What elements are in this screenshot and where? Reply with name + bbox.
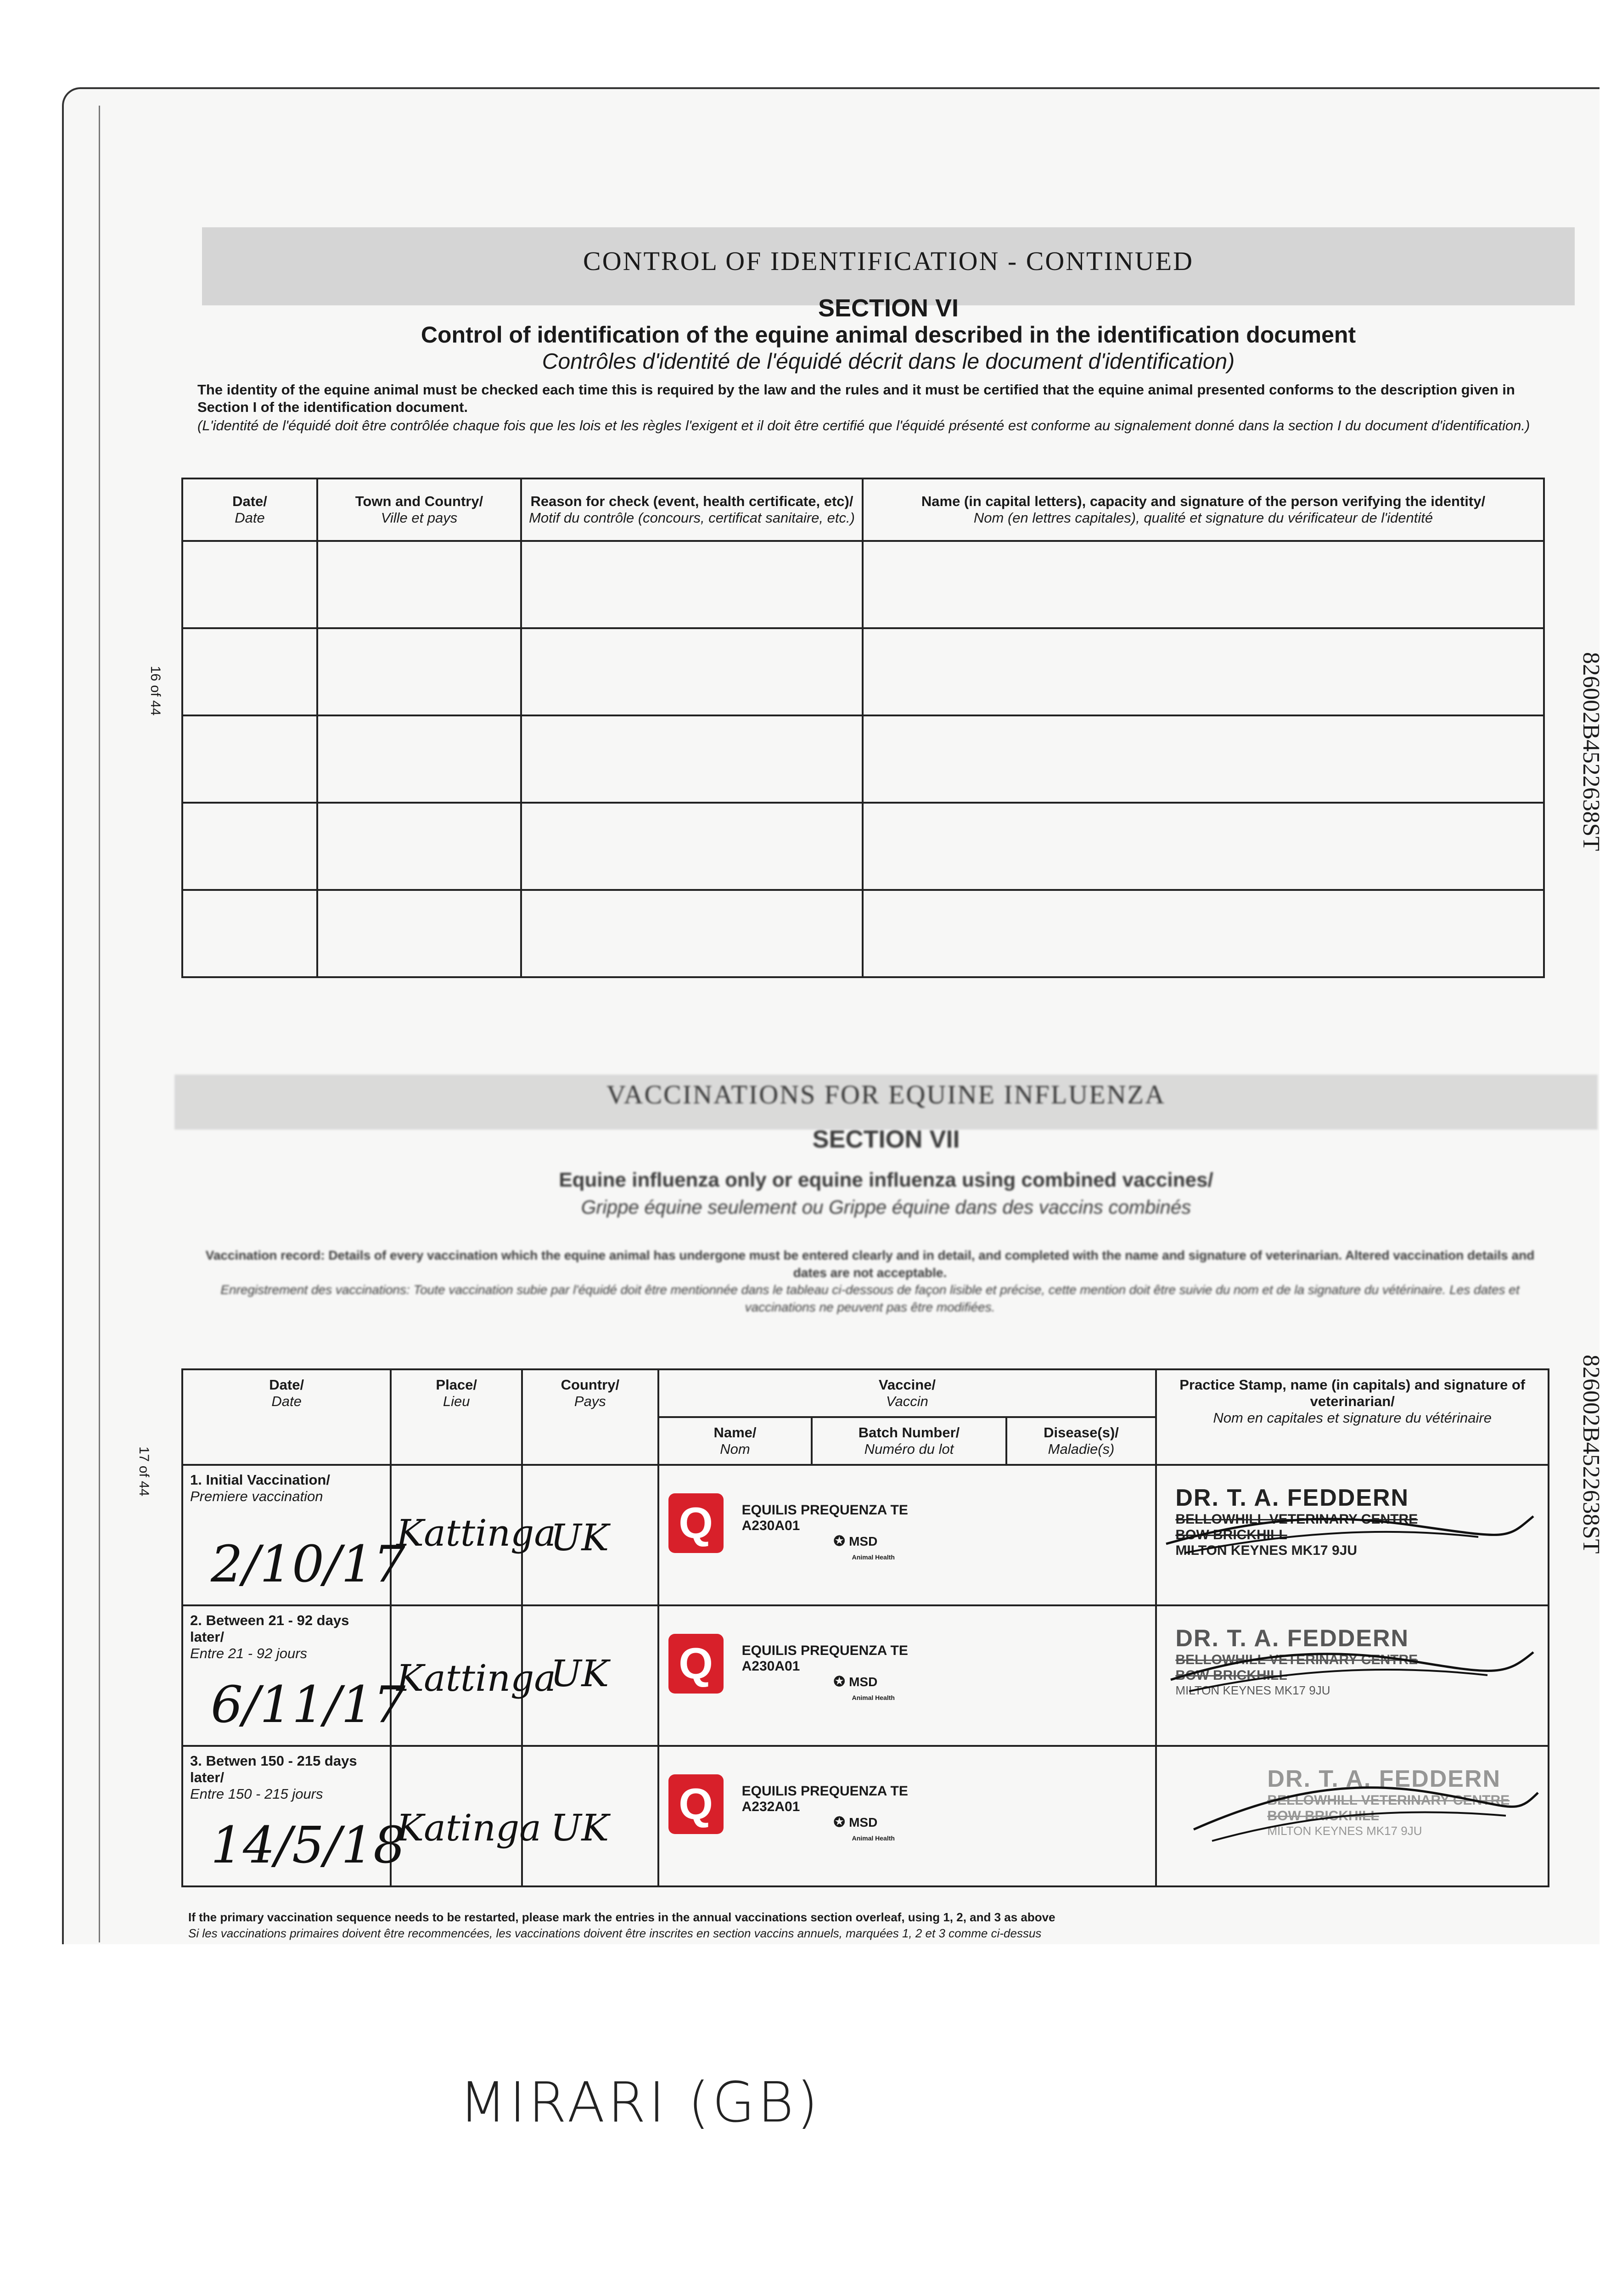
footnote-en: If the primary vaccination sequence needs to be restarted, please mark the entries in the annual vaccinations section overleaf, using 1, 2, and 3 as above (188, 1910, 1055, 1924)
footnote-fr: Si les vaccinations primaires doivent être recommencées, les vaccinations doivent être inscrites en section vaccins annuels, marquées 1, 2 et 3 comme ci-dessus (188, 1926, 1042, 1940)
vaccine-name: EQUILIS PREQUENZA TE (741, 1643, 908, 1658)
batch-number: A232A01 (741, 1799, 800, 1814)
handwritten-caption: MIRARI (GB) (459, 2071, 821, 2135)
batch-number: A230A01 (741, 1518, 800, 1533)
handwritten-date: 6/11/17 (211, 1675, 406, 1734)
vaccine-sticker (742, 1503, 908, 1565)
vaccination-row (182, 1746, 1549, 1886)
vaccine-sticker (742, 1784, 908, 1846)
maker-subtitle: Animal Health (852, 1835, 895, 1842)
cell[interactable] (317, 541, 521, 628)
page-number-16: 16 of 44 (148, 666, 163, 716)
section7-paragraph-en: Vaccination record: Details of every vaccination which the equine animal has undergone must be entered clearly and in detail, and completed with the name and signature of veterinarian. Altered vaccination details and dates are not acceptable. (205, 1248, 1535, 1280)
stamp-line-3: MILTON KEYNES MK17 9JU (1267, 1824, 1422, 1838)
col-country: Country/ Pays (522, 1369, 658, 1465)
handwritten-place: Kattinga (396, 1657, 556, 1699)
cell[interactable] (182, 715, 317, 803)
identity-check-table (181, 478, 1545, 978)
cell[interactable] (317, 890, 521, 977)
vaccine-sticker-cell[interactable] (658, 1465, 1156, 1605)
stamp-line-3: MILTON KEYNES MK17 9JU (1175, 1683, 1330, 1697)
col-reason: Reason for check (event, health certificate, etc)/ Motif du contrôle (concours, certificat sanitaire, etc.) (521, 478, 863, 541)
maker-subtitle: Animal Health (852, 1553, 895, 1561)
stamp-line-1: BELLOWHILL VETERINARY CENTRE (1267, 1793, 1510, 1808)
maker-name: MSD (849, 1534, 878, 1548)
section7-heading-en: Equine influenza only or equine influenza using combined vaccines/ (559, 1169, 1213, 1191)
batch-number: A230A01 (741, 1659, 800, 1674)
cell[interactable] (182, 628, 317, 715)
vacc-date-cell[interactable] (182, 1605, 406, 1746)
vacc-country-cell[interactable] (522, 1465, 658, 1605)
maker-name: MSD (849, 1675, 878, 1689)
cell[interactable] (863, 628, 1544, 715)
handwritten-place: Katinga (396, 1806, 541, 1849)
section7-label: SECTION VII (812, 1125, 960, 1153)
vaccine-sticker-cell[interactable] (658, 1746, 1156, 1886)
stamp-line-2: BOW BRICKHILL (1267, 1808, 1379, 1823)
handwritten-country: UK (550, 1652, 609, 1695)
identity-check-row (182, 890, 1544, 977)
col-vacc-date: Date/ Date (182, 1369, 391, 1465)
section7-heading-fr: Grippe équine seulement ou Grippe équine dans des vaccins combinés (581, 1196, 1191, 1218)
handwritten-country: UK (550, 1806, 609, 1849)
stamp-line-3: MILTON KEYNES MK17 9JU (1175, 1543, 1357, 1558)
cell[interactable] (521, 890, 863, 977)
vaccination-row (182, 1465, 1549, 1605)
section6-paragraph-fr: (L'identité de l'équidé doit être contrôlée chaque fois que les lois et les règles l'exigent et il doit être certifié que l'équidé présenté est conforme au signalement donné dans la section I du document d'identification.) (197, 417, 1530, 433)
cell[interactable] (317, 628, 521, 715)
section6-label: SECTION VI (818, 294, 959, 322)
section7-paragraph-fr: Enregistrement des vaccinations: Toute vaccination subie par l'équidé doit être mentionnée dans le tableau ci-dessous de façon lisible et précise, cette mention doit être suivie du nom et de la signature du vétérinaire. Les dates et vaccinations ne peuvent pas être modifiées. (220, 1283, 1520, 1314)
col-batch-number: Batch Number/ Numéro du lot (812, 1417, 1006, 1465)
section7-band-title: VACCINATIONS FOR EQUINE INFLUENZA (606, 1080, 1166, 1109)
vaccination-header-row (182, 1369, 1549, 1417)
cell[interactable] (521, 803, 863, 890)
handwritten-date: 14/5/18 (211, 1816, 406, 1874)
vet-name: DR. T. A. FEDDERN (1175, 1625, 1409, 1652)
q-logo-icon: Q (668, 1493, 724, 1553)
identity-check-row (182, 628, 1544, 715)
col-verifier: Name (in capital letters), capacity and signature of the person verifying the identity/ Nom (en lettres capitales), qualité et signature du vérificateur de l'identité (863, 478, 1544, 541)
identity-check-row (182, 541, 1544, 628)
cell[interactable] (317, 803, 521, 890)
practice-stamp-cell[interactable] (1156, 1746, 1549, 1886)
col-practice-stamp: Practice Stamp, name (in capitals) and signature of veterinarian/ Nom en capitales et signature du vétérinaire (1156, 1369, 1549, 1465)
cell[interactable] (317, 715, 521, 803)
section6-paragraph-en: The identity of the equine animal must be checked each time this is required by the law and the rules and it must be certified that the equine animal presented conforms to the description given in Section I of the identification document. (197, 382, 1515, 415)
vacc-date-cell[interactable] (182, 1465, 406, 1605)
vaccine-name: EQUILIS PREQUENZA TE (741, 1784, 908, 1799)
col-town-country: Town and Country/ Ville et pays (317, 478, 521, 541)
col-disease: Disease(s)/ Maladie(s) (1006, 1417, 1156, 1465)
row-label: 2. Between 21 - 92 days later/ Entre 21 - 92 jours (190, 1612, 349, 1661)
maker-subtitle: Animal Health (852, 1694, 895, 1701)
msd-logo-icon: ✪ (833, 1674, 849, 1689)
cell[interactable] (863, 541, 1544, 628)
vacc-place-cell[interactable] (391, 1746, 541, 1886)
col-place: Place/ Lieu (391, 1369, 522, 1465)
cell[interactable] (863, 890, 1544, 977)
practice-stamp-cell[interactable] (1156, 1605, 1549, 1746)
side-id-top: 826002B4522638ST (1578, 652, 1604, 851)
col-vaccine-name: Name/ Nom (658, 1417, 812, 1465)
stamp-line-1: BELLOWHILL VETERINARY CENTRE (1175, 1512, 1418, 1527)
col-vaccine: Vaccine/ Vaccin (658, 1369, 1156, 1417)
vacc-place-cell[interactable] (391, 1605, 556, 1746)
cell[interactable] (863, 715, 1544, 803)
vaccine-name: EQUILIS PREQUENZA TE (741, 1503, 908, 1518)
vacc-country-cell[interactable] (522, 1746, 658, 1886)
section6-heading-fr: Contrôles d'identité de l'équidé décrit dans le document d'identification) (542, 349, 1235, 374)
stamp-line-2: BOW BRICKHILL (1175, 1668, 1287, 1683)
vet-signature (1157, 1493, 1547, 1567)
handwritten-country: UK (550, 1516, 609, 1559)
vaccine-sticker (742, 1643, 908, 1705)
vet-name: DR. T. A. FEDDERN (1175, 1485, 1409, 1511)
q-logo-icon: Q (668, 1634, 724, 1694)
cell[interactable] (521, 715, 863, 803)
col-date: Date/ Date (182, 478, 317, 541)
cell[interactable] (182, 541, 317, 628)
page-number-17: 17 of 44 (136, 1446, 152, 1497)
section6-heading-en: Control of identification of the equine animal described in the identification document (421, 322, 1356, 348)
vacc-place-cell[interactable] (391, 1465, 556, 1605)
vet-name: DR. T. A. FEDDERN (1267, 1766, 1501, 1792)
vaccine-sticker-cell[interactable] (658, 1605, 1156, 1746)
q-logo-icon: Q (668, 1774, 724, 1834)
stamp-line-1: BELLOWHILL VETERINARY CENTRE (1175, 1652, 1418, 1667)
vaccination-table (181, 1368, 1549, 1887)
cell[interactable] (521, 541, 863, 628)
identity-check-row (182, 715, 1544, 803)
cell[interactable] (863, 803, 1544, 890)
vacc-country-cell[interactable] (522, 1605, 658, 1746)
maker-name: MSD (849, 1815, 878, 1829)
vaccination-row (182, 1605, 1549, 1746)
msd-logo-icon: ✪ (833, 1815, 849, 1830)
stamp-line-2: BOW BRICKHILL (1175, 1527, 1287, 1542)
identity-check-header-row (182, 478, 1544, 541)
identity-check-row (182, 803, 1544, 890)
vet-signature (1157, 1765, 1547, 1857)
cell[interactable] (521, 628, 863, 715)
handwritten-place: Kattinga (396, 1512, 556, 1554)
cell[interactable] (182, 890, 317, 977)
row-label: 3. Betwen 150 - 215 days later/ Entre 150 - 215 jours (190, 1753, 357, 1802)
section6-band-title: CONTROL OF IDENTIFICATION - CONTINUED (583, 246, 1194, 276)
handwritten-date: 2/10/17 (211, 1535, 406, 1593)
cell[interactable] (182, 803, 317, 890)
vet-signature (1157, 1634, 1547, 1707)
side-id: 826002B4522638ST (1578, 1355, 1604, 1554)
msd-logo-icon: ✪ (833, 1534, 849, 1549)
row-label: 1. Initial Vaccination/ Premiere vaccination (190, 1472, 330, 1504)
practice-stamp-cell[interactable] (1156, 1465, 1549, 1605)
vacc-date-cell[interactable] (182, 1746, 406, 1886)
